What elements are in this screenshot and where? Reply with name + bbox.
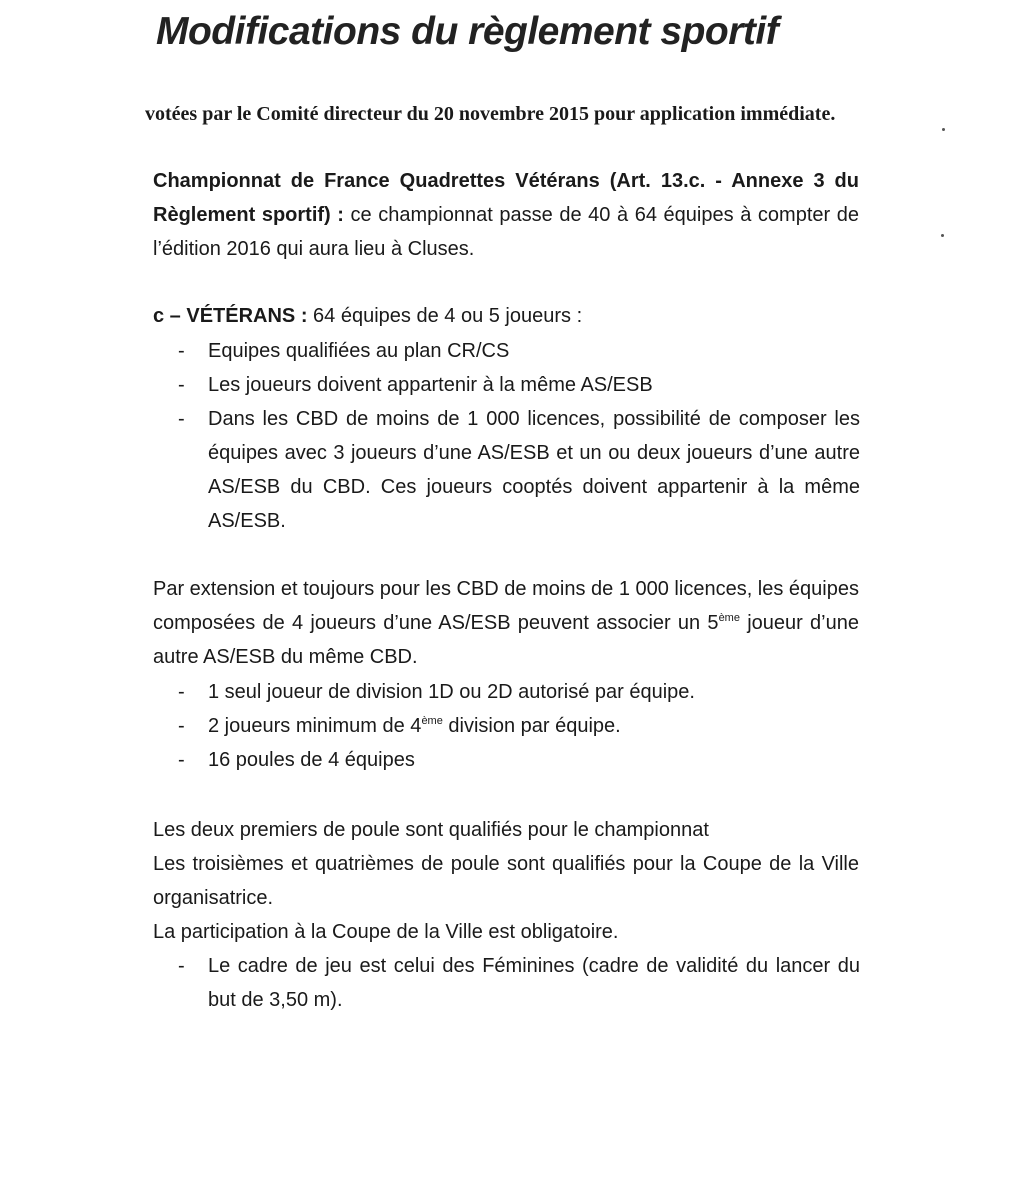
- bullet-text: 2 joueurs minimum de 4: [208, 715, 422, 737]
- bullet-superscript: ème: [421, 715, 443, 727]
- dash-marker: -: [178, 715, 185, 737]
- scan-speck: [941, 234, 944, 237]
- extension-text-after: joueur d’une autre AS/ESB du même CBD.: [153, 612, 859, 668]
- qualification-paragraph: [153, 813, 859, 949]
- intro-text: ce championnat passe de 40 à 64 équipes à compter de l’édition 2016 qui aura lieu à Cluses.: [153, 204, 859, 260]
- list-item: [178, 675, 860, 709]
- dash-marker: -: [178, 955, 185, 977]
- qualification-bullet-list: [178, 949, 860, 1017]
- bullet-text: Le cadre de jeu est celui des Féminines (cadre de validité du lancer du but de 3,50 m).: [208, 955, 860, 1011]
- extension-text-before: Par extension et toujours pour les CBD de moins de 1 000 licences, les équipes composées de 4 joueurs d’une AS/ESB peuvent associer un 5: [153, 578, 859, 634]
- dash-marker: -: [178, 408, 185, 430]
- veterans-bullet-list: [178, 334, 860, 538]
- page-title: Modifications du règlement sportif: [156, 10, 779, 53]
- qualification-line-1: Les deux premiers de poule sont qualifiés pour le championnat: [153, 819, 709, 841]
- bullet-text: Les joueurs doivent appartenir à la même AS/ESB: [208, 374, 653, 396]
- list-item: [178, 402, 860, 538]
- extension-bullet-list: [178, 675, 860, 777]
- veterans-lead: c – VÉTÉRANS :: [153, 305, 308, 327]
- list-item: [178, 709, 860, 743]
- scan-speck: [942, 128, 945, 131]
- veterans-heading: [153, 299, 859, 333]
- bullet-text: Dans les CBD de moins de 1 000 licences, possibilité de composer les équipes avec 3 joueurs d’une AS/ESB et un ou deux joueurs d’une autre AS/ESB du CBD. Ces joueurs cooptés doivent appartenir à la même AS/ESB.: [208, 408, 860, 532]
- dash-marker: -: [178, 340, 185, 362]
- bullet-text: Equipes qualifiées au plan CR/CS: [208, 340, 510, 362]
- qualification-line-2: Les troisièmes et quatrièmes de poule sont qualifiés pour la Coupe de la Ville organisatrice.: [153, 853, 859, 909]
- list-item: [178, 334, 860, 368]
- extension-superscript: ème: [718, 612, 740, 624]
- bullet-text: 1 seul joueur de division 1D ou 2D autorisé par équipe.: [208, 681, 695, 703]
- page-subtitle: votées par le Comité directeur du 20 novembre 2015 pour application immédiate.: [145, 103, 836, 125]
- veterans-text: 64 équipes de 4 ou 5 joueurs :: [307, 305, 583, 327]
- dash-marker: -: [178, 749, 185, 771]
- list-item: [178, 949, 860, 1017]
- intro-paragraph: [153, 164, 859, 266]
- list-item: [178, 743, 860, 777]
- dash-marker: -: [178, 681, 185, 703]
- bullet-text: 16 poules de 4 équipes: [208, 749, 415, 771]
- intro-lead: Championnat de France Quadrettes Vétérans (Art. 13.c. - Annexe 3 du Règlement sportif) :: [153, 170, 859, 226]
- extension-paragraph: [153, 572, 859, 674]
- bullet-text: division par équipe.: [442, 715, 621, 737]
- dash-marker: -: [178, 374, 185, 396]
- qualification-line-3: La participation à la Coupe de la Ville est obligatoire.: [153, 921, 619, 943]
- list-item: [178, 368, 860, 402]
